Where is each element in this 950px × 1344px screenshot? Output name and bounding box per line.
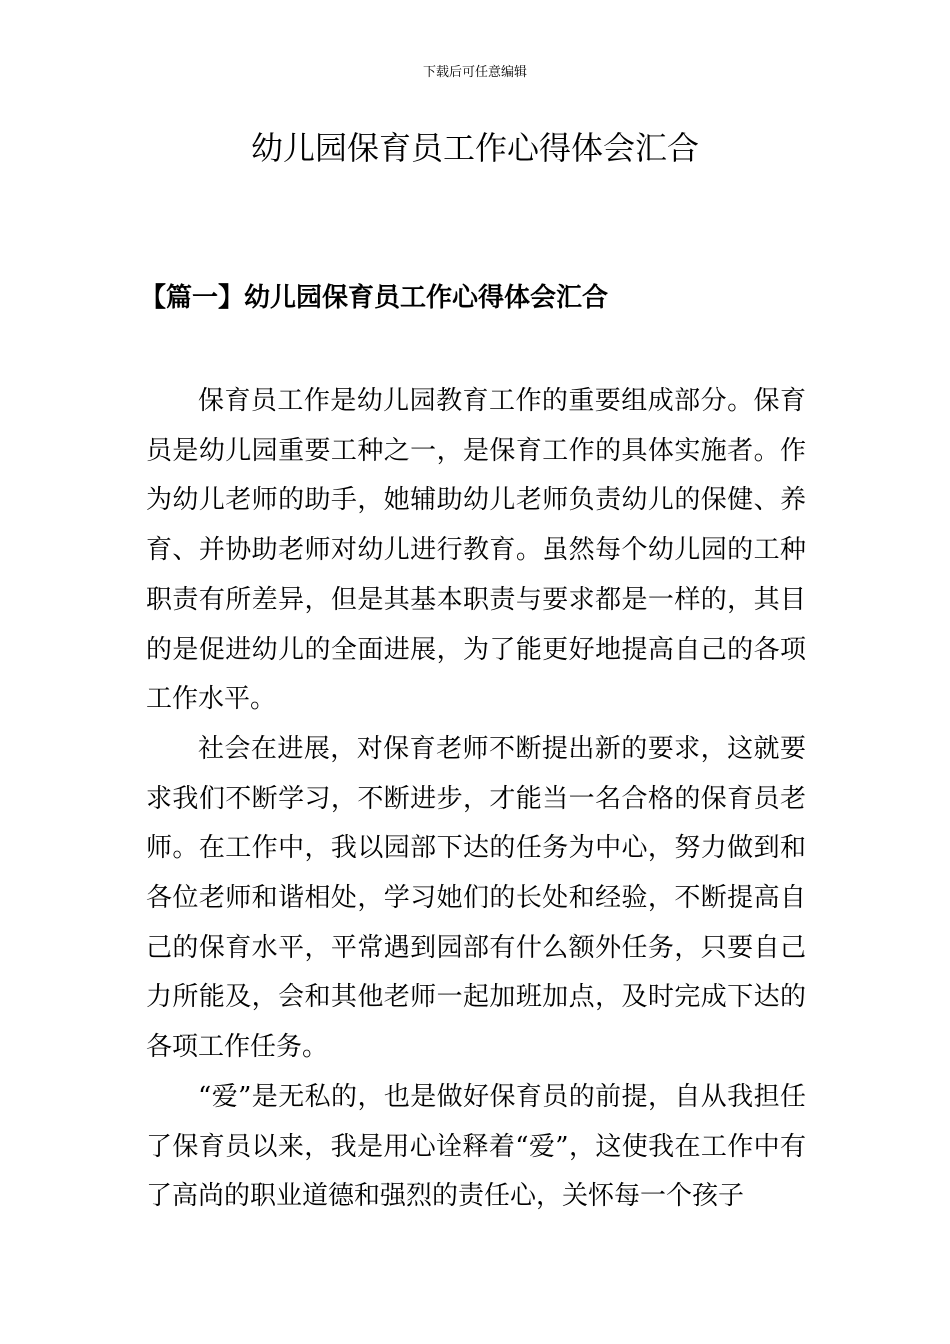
document-title: 幼儿园保育员工作心得体会汇合 <box>250 129 699 167</box>
paragraph: “爱”是无私的，也是做好保育员的前提，自从我担任了保育员以来，我是用心诠释着“爱”，这使我在工作中有了高尚的职业道德和强烈的责任心，关怀每一个孩子 <box>146 1081 806 1212</box>
header-note: 下载后可任意编辑 <box>422 65 527 80</box>
paragraph: 社会在进展，对保育老师不断提出新的要求，这就要求我们不断学习，不断进步，才能当一名合格的保育员老师。在工作中，我以园部下达的任务为中心，努力做到和各位老师和谐相处，学习她们的长处和经验，不断提高自己的保育水平，平常遇到园部有什么额外任务，只要自己力所能及，会和其他老师一起加班加点，及时完成下达的各项工作任务。 <box>146 733 806 1063</box>
document-body <box>146 377 806 1222</box>
paragraph: 保育员工作是幼儿园教育工作的重要组成部分。保育员是幼儿园重要工种之一，是保育工作的具体实施者。作为幼儿老师的助手，她辅助幼儿老师负责幼儿的保健、养育、并协助老师对幼儿进行教育。虽然每个幼儿园的工种职责有所差异，但是其基本职责与要求都是一样的，其目的是促进幼儿的全面进展，为了能更好地提高自己的各项工作水平。 <box>146 386 806 715</box>
section-heading: 【篇一】幼儿园保育员工作心得体会汇合 <box>140 283 609 313</box>
